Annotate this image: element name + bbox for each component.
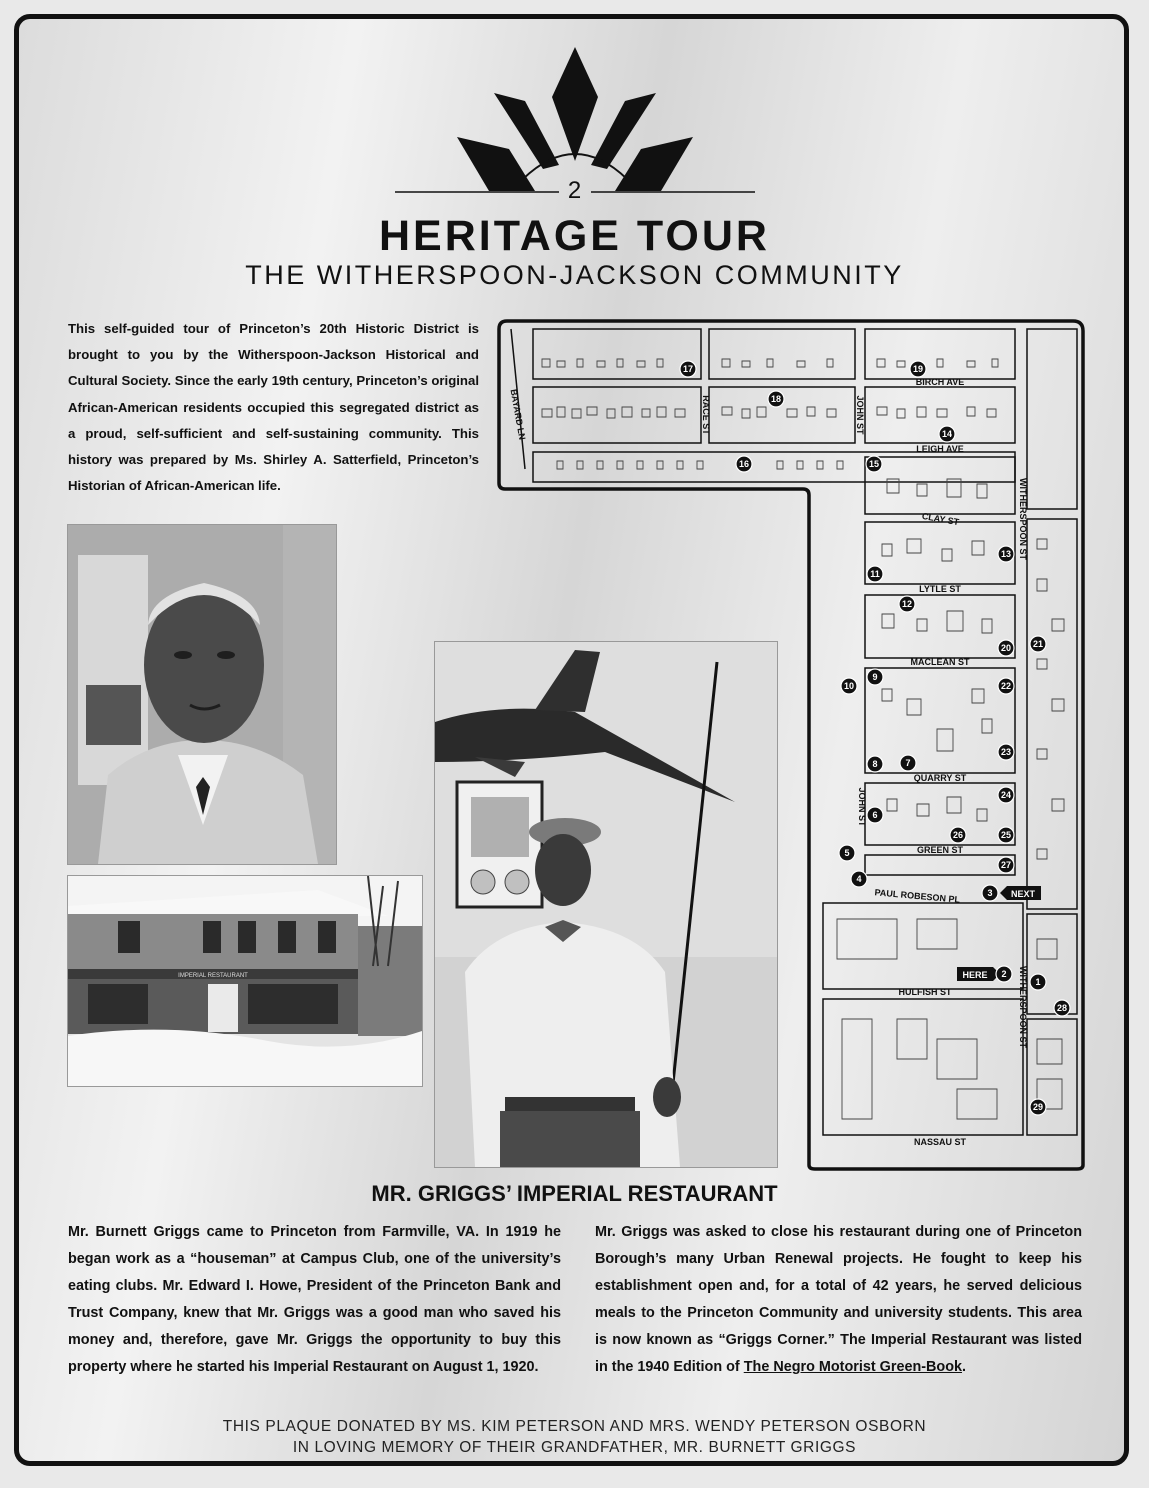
street-paul-robeson-pl: PAUL ROBESON PL (874, 887, 961, 905)
map-stop-label: 13 (1000, 549, 1012, 560)
map-stop-16 (736, 456, 752, 472)
street-race-st: RACE ST (701, 395, 711, 435)
map-stop-label: 22 (1000, 681, 1012, 692)
map-stop-label: 9 (872, 672, 878, 683)
map-stop-label: 2 (1001, 969, 1007, 980)
next-marker (1000, 886, 1041, 900)
map-stop-2 (996, 966, 1012, 982)
street-lytle-st: LYTLE ST (919, 584, 961, 594)
map-stop-11 (867, 566, 883, 582)
body-left-column: Mr. Burnett Griggs came to Princeton from Farmville, VA. In 1919 he began work as a “houseman” at Campus Club, one of the university’s eating clubs. Mr. Edward I. Howe, President of the Princeton Bank and Trust Company, knew that Mr. Griggs was a good man who saved his money and, therefore, gave Mr. Griggs the opportunity to buy this property where he started his Imperial Restaurant on August 1, 1920. (68, 1224, 561, 1375)
map-stop-label: 20 (1000, 643, 1012, 654)
street-john-st-top: JOHN ST (855, 395, 865, 435)
map-stop-20 (998, 640, 1014, 656)
map-stop-9 (867, 669, 883, 685)
street-john-st-mid: JOHN ST (857, 787, 867, 827)
map-stop-label: 6 (872, 810, 878, 821)
intro-paragraph: This self-guided tour of Princeton’s 20th Historic District is brought to you by the Witherspoon-Jackson Historical and Cultural Society. Since the early 19th century, Princeton’s original African-American residents occupied this segregated district as a proud, self-sufficient and self-sustaining community. This history was prepared by Ms. Shirley A. Satterfield, Princeton’s Historian of African-American life. (68, 321, 479, 494)
map-stop-13 (998, 546, 1014, 562)
map-stop-label: 21 (1032, 639, 1044, 650)
map-stop-6 (867, 807, 883, 823)
map-stop-label: 10 (843, 681, 855, 692)
body-right-suffix: . (962, 1359, 967, 1375)
street-nassau-st: NASSAU ST (913, 1137, 967, 1147)
page-title: HERITAGE TOUR (379, 212, 770, 260)
here-marker (957, 967, 1000, 981)
map-stop-8 (867, 756, 883, 772)
map-stop-label: 5 (844, 848, 850, 859)
restaurant-image (68, 876, 422, 1086)
map-stop-label: 19 (912, 364, 924, 375)
svg-text:HERE: HERE (962, 970, 988, 980)
page-subtitle: THE WITHERSPOON-JACKSON COMMUNITY (245, 260, 904, 290)
map-stop-label: 3 (987, 888, 993, 899)
map-stop-label: 27 (1000, 860, 1012, 871)
street-maclean-st: MACLEAN ST (910, 657, 970, 667)
street-witherspoon-st-bottom: WITHERSPOON ST (1018, 965, 1028, 1049)
map-stop-label: 14 (941, 429, 953, 440)
map-stop-29 (1030, 1099, 1046, 1115)
map-stop-4 (851, 871, 867, 887)
map-stop-label: 25 (1000, 830, 1012, 841)
street-birch-ave: BIRCH AVE (915, 377, 965, 387)
map-stop-label: 8 (872, 759, 878, 770)
map-stop-19 (910, 361, 926, 377)
section-title: MR. GRIGGS’ IMPERIAL RESTAURANT (371, 1181, 778, 1206)
map-stop-27 (998, 857, 1014, 873)
map-stop-label: 29 (1032, 1102, 1044, 1113)
street-witherspoon-st-top: WITHERSPOON ST (1018, 477, 1028, 561)
map-stop-label: 23 (1000, 747, 1012, 758)
street-clay-st: CLAY ST (921, 510, 960, 528)
map-stop-14 (939, 426, 955, 442)
portrait-photo (67, 524, 337, 865)
map-stop-10 (841, 678, 857, 694)
map-stop-25 (998, 827, 1014, 843)
street-quarry-st: QUARRY ST (913, 773, 967, 783)
tour-map (497, 319, 1087, 1171)
restaurant-snow-photo (67, 875, 423, 1087)
map-stop-label: 18 (770, 394, 782, 405)
map-stop-label: 24 (1000, 790, 1012, 801)
donor-credit-line-1: THIS PLAQUE DONATED BY MS. KIM PETERSON AND MRS. WENDY PETERSON OSBORN (222, 1418, 927, 1435)
map-stop-7 (900, 755, 916, 771)
map-stop-18 (768, 391, 784, 407)
map-stop-3 (982, 885, 998, 901)
map-stop-5 (839, 845, 855, 861)
street-hulfish-st: HULFISH ST (898, 987, 952, 997)
map-stop-12 (899, 596, 915, 612)
body-right-column (595, 1219, 1082, 1381)
map-stop-26 (950, 827, 966, 843)
portrait-image (68, 525, 336, 864)
map-stop-label: 26 (952, 830, 964, 841)
map-stop-21 (1030, 636, 1046, 652)
map-stop-label: 15 (868, 459, 880, 470)
map-stop-label: 11 (870, 569, 880, 580)
svg-text:NEXT: NEXT (1010, 889, 1036, 899)
map-stop-1 (1030, 974, 1046, 990)
map-stop-label: 12 (901, 599, 913, 610)
street-green-st: GREEN ST (916, 845, 964, 855)
body-right-text: Mr. Griggs was asked to close his restaurant during one of Princeton Borough’s many Urban Renewal projects. He fought to keep his establishment open and, for a total of 42 years, he served delicious meals to the Princeton Community and university students. This area is now known as “Griggs Corner.” The Imperial Restaurant was listed in the 1940 Edition of (595, 1224, 1082, 1375)
street-bayard-ln: BAYARD LN (508, 388, 528, 441)
restaurant-sign: IMPERIAL RESTAURANT (178, 973, 248, 979)
map-stop-label: 1 (1035, 977, 1041, 988)
map-stop-28 (1054, 1000, 1070, 1016)
donor-credit-line-2: IN LOVING MEMORY OF THEIR GRANDFATHER, MR. BURNETT GRIGGS (292, 1439, 857, 1456)
map-stop-label: 4 (856, 874, 862, 885)
map-stop-22 (998, 678, 1014, 694)
map-stop-label: 28 (1056, 1003, 1068, 1014)
map-stop-15 (866, 456, 882, 472)
map-stop-23 (998, 744, 1014, 760)
map-stop-label: 16 (738, 459, 750, 470)
map-stop-label: 7 (905, 758, 911, 769)
tour-stop-number: 2 (567, 177, 582, 204)
map-stop-17 (680, 361, 696, 377)
green-book-title: The Negro Motorist Green-Book (743, 1359, 963, 1375)
map-stop-label: 17 (682, 364, 694, 375)
map-stop-24 (998, 787, 1014, 803)
street-leigh-ave: LEIGH AVE (916, 444, 964, 454)
